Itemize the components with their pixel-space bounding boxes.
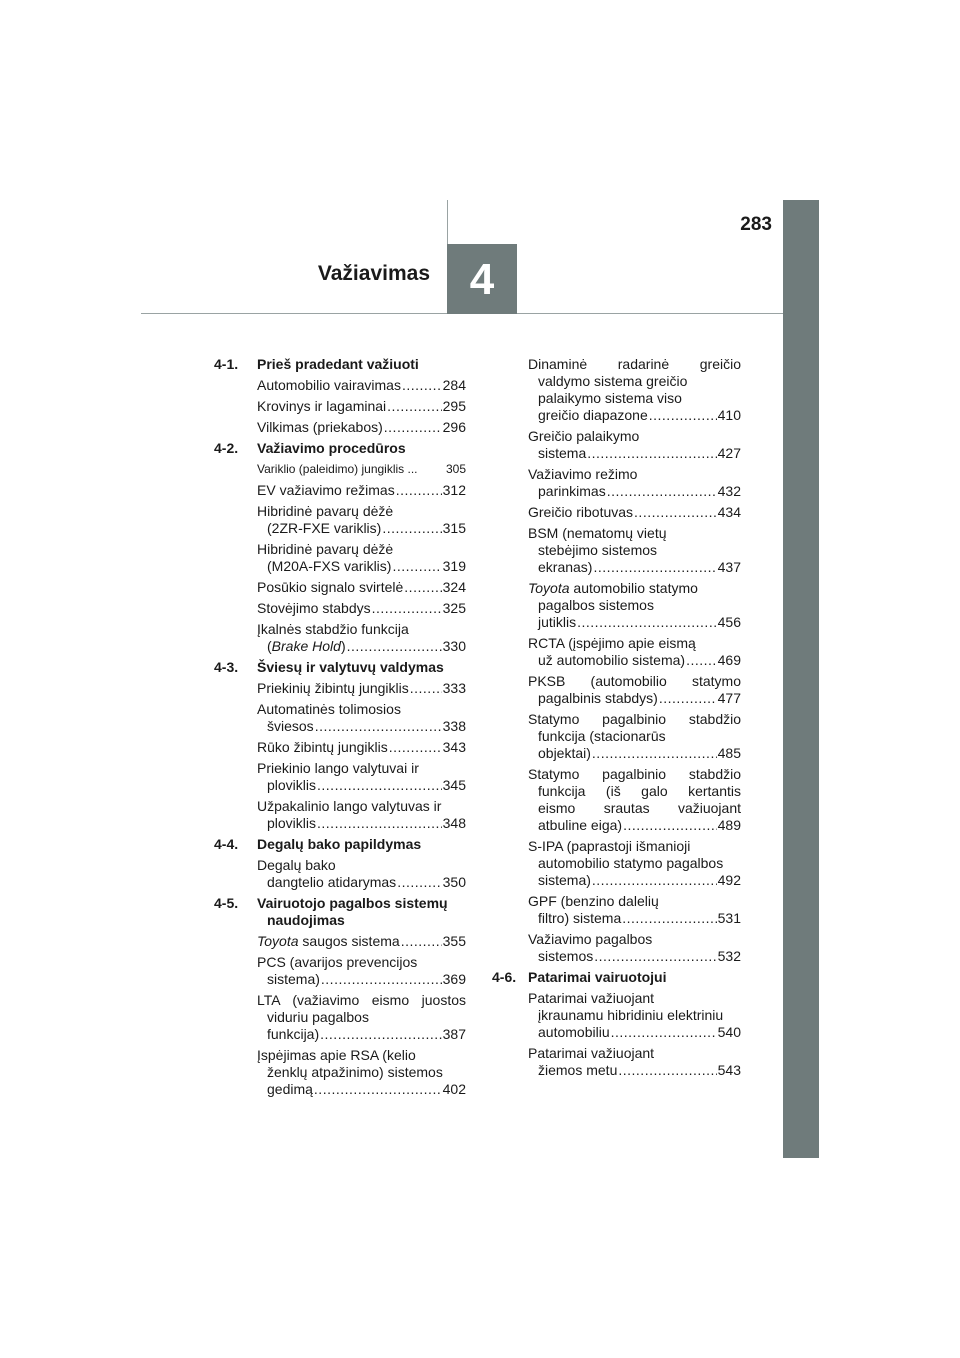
toc-entry[interactable]: Važiavimo pagalbos sistemos ..... 532 <box>528 931 741 965</box>
toc-entry[interactable]: Toyota automobilio statymo pagalbos sistemos jutiklis ..... 456 <box>528 580 741 631</box>
toc-entry[interactable]: EV važiavimo režimas ..... 312 <box>257 482 466 499</box>
toc-entry[interactable]: Posūkio signalo svirtelė ..... 324 <box>257 579 466 596</box>
toc-column-right <box>492 356 741 1083</box>
page-number: 283 <box>740 214 772 235</box>
toc-entry[interactable]: Dinaminė radarinė greičio valdymo sistema greičio palaikymo sistema viso greičio diapazone ..... 410 <box>528 356 741 424</box>
chapter-number-box: 4 <box>447 244 517 314</box>
header-divider-vertical <box>447 200 448 244</box>
toc-entry[interactable]: Krovinys ir lagaminai ..... 295 <box>257 398 466 415</box>
toc-entry[interactable]: Automobilio vairavimas ..... 284 <box>257 377 466 394</box>
toc-entry[interactable]: Užpakalinio lango valytuvas ir ploviklis ..... 348 <box>257 798 466 832</box>
toc-entry[interactable]: GPF (benzino dalelių filtro) sistema ..... 531 <box>528 893 741 927</box>
toc-column-left <box>214 356 466 1102</box>
toc-section[interactable]: 4-1. Prieš pradedant važiuoti <box>214 356 419 372</box>
toc-entry[interactable]: Automatinės tolimosios šviesos ..... 338 <box>257 701 466 735</box>
toc-entry[interactable]: Priekinio lango valytuvai ir ploviklis ..... 345 <box>257 760 466 794</box>
toc-entry[interactable]: PCS (avarijos prevencijos sistema) ..... 369 <box>257 954 466 988</box>
toc-entry[interactable]: Greičio ribotuvas ..... 434 <box>528 504 741 521</box>
toc-entry[interactable]: BSM (nematomų vietų stebėjimo sistemos ekranas) ..... 437 <box>528 525 741 576</box>
toc-section[interactable]: 4-3. Šviesų ir valytuvų valdymas <box>214 659 444 675</box>
chapter-title: Važiavimas <box>317 262 430 285</box>
toc-entry[interactable]: RCTA (įspėjimo apie eismą už automobilio sistema) ..... 469 <box>528 635 741 669</box>
toc-entry[interactable]: Hibridinė pavarų dėžė (2ZR-FXE variklis) ..... 315 <box>257 503 466 537</box>
toc-entry[interactable]: Hibridinė pavarų dėžė (M20A-FXS variklis) ..... 319 <box>257 541 466 575</box>
toc-entry[interactable]: Greičio palaikymo sistema ..... 427 <box>528 428 741 462</box>
toc-entry[interactable]: Toyota saugos sistema ..... 355 <box>257 933 466 950</box>
toc-entry[interactable]: LTA (važiavimo eismo juostos viduriu pagalbos funkcija) ..... 387 <box>257 992 466 1043</box>
toc-entry[interactable]: S-IPA (paprastoji išmanioji automobilio statymo pagalbos sistema) ..... 492 <box>528 838 741 889</box>
toc-entry[interactable]: PKSB (automobilio statymo pagalbinis stabdys) ..... 477 <box>528 673 741 707</box>
toc-section[interactable]: 4-6. Patarimai vairuotojui <box>492 969 667 985</box>
toc-entry[interactable]: Priekinių žibintų jungiklis ..... 333 <box>257 680 466 697</box>
toc-entry[interactable]: Patarimai važiuojant įkraunamu hibridiniu elektriniu automobiliu ..... 540 <box>528 990 741 1041</box>
toc-entry[interactable]: Važiavimo režimo parinkimas ..... 432 <box>528 466 741 500</box>
toc-entry[interactable]: Statymo pagalbinio stabdžio funkcija (iš galo kertantis eismo srautas važiuojant atbuline eiga) ..... 489 <box>528 766 741 834</box>
chapter-side-tab <box>783 200 819 1158</box>
toc-entry[interactable]: Degalų bako dangtelio atidarymas ..... 350 <box>257 857 466 891</box>
toc-entry[interactable]: Rūko žibintų jungiklis ..... 343 <box>257 739 466 756</box>
toc-section[interactable]: 4-5. Vairuotojo pagalbos sistemų naudojimas <box>214 895 448 928</box>
toc-entry[interactable]: Įspėjimas apie RSA (kelio ženklų atpažinimo) sistemos gedimą ..... 402 <box>257 1047 466 1098</box>
toc-entry[interactable]: Patarimai važiuojant žiemos metu ..... 543 <box>528 1045 741 1079</box>
toc-entry[interactable]: Statymo pagalbinio stabdžio funkcija (stacionarūs objektai) ..... 485 <box>528 711 741 762</box>
toc-section[interactable]: 4-4. Degalų bako papildymas <box>214 836 422 852</box>
toc-entry[interactable]: Įkalnės stabdžio funkcija (Brake Hold) ..... 330 <box>257 621 466 655</box>
toc-entry[interactable]: Variklio (paleidimo) jungiklis ... 305 <box>257 462 466 476</box>
toc-section[interactable]: 4-2. Važiavimo procedūros <box>214 440 406 456</box>
toc-entry[interactable]: Stovėjimo stabdys ..... 325 <box>257 600 466 617</box>
toc-entry[interactable]: Vilkimas (priekabos) ..... 296 <box>257 419 466 436</box>
